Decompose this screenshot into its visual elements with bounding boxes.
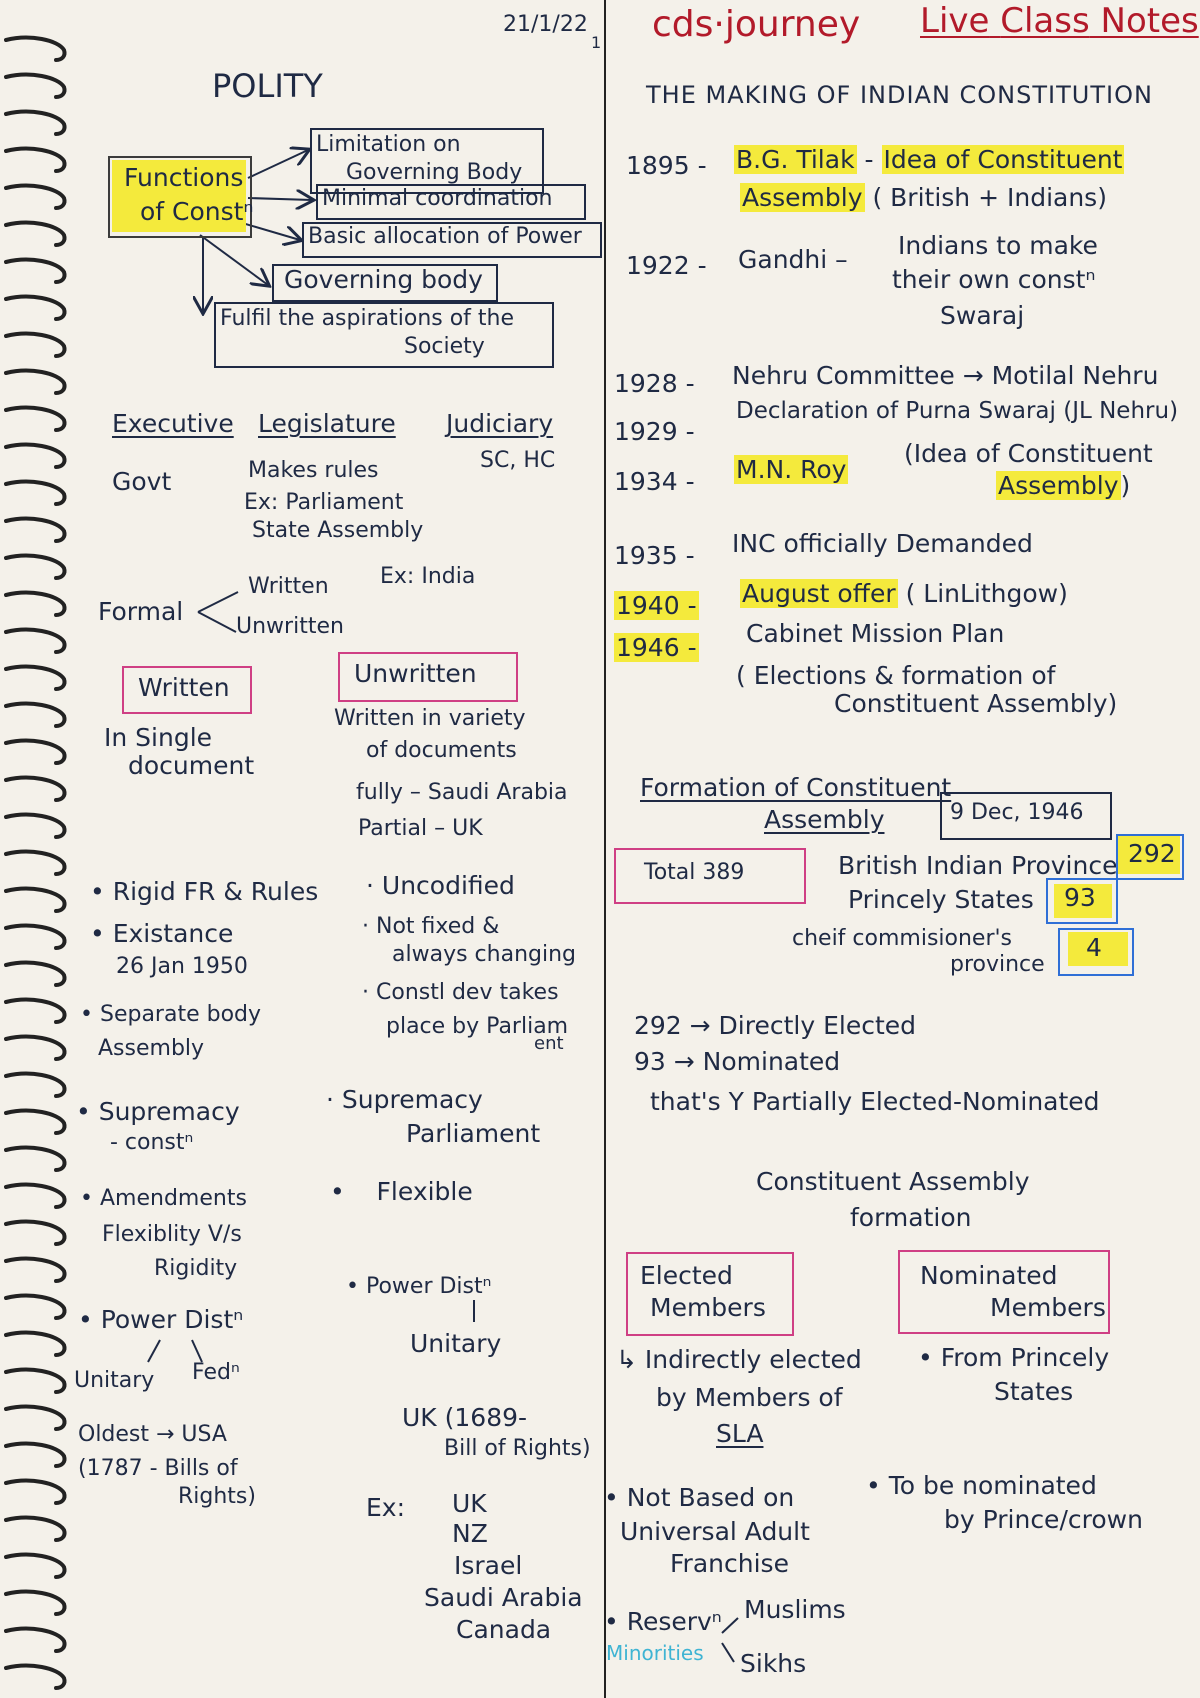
elected-note-5: Universal Adult: [620, 1517, 810, 1546]
inc-demanded: INC officially Demanded: [732, 529, 1033, 558]
function-item-3: Basic allocation of Power: [308, 224, 582, 249]
nominated-note-4: by Prince/crown: [944, 1505, 1143, 1534]
august-offer: August offer ( LinLithgow): [742, 579, 1068, 608]
formal-written: Written: [248, 574, 329, 599]
formal-unwritten: Unwritten: [236, 614, 344, 639]
spiral-loop: [6, 1444, 65, 1466]
spiral-loop: [6, 1518, 65, 1540]
function-item-4: Governing body: [284, 265, 483, 294]
legislature-note-2: Ex: Parliament: [244, 490, 404, 515]
spiral-loop: [6, 556, 65, 578]
ccp-label-1: cheif commisioner's: [792, 926, 1013, 951]
reservation-minorities: Minorities: [606, 1641, 704, 1665]
unwritten-bullet-4b: Parliament: [406, 1119, 541, 1148]
mn-roy: M.N. Roy: [736, 455, 847, 484]
making-title: THE MAKING OF INDIAN CONSTITUTION: [646, 81, 1153, 109]
written-bullet-2b: 26 Jan 1950: [116, 954, 248, 979]
mn-roy-idea: (Idea of Constituent: [904, 439, 1153, 468]
mn-roy-assembly: Assembly): [998, 471, 1131, 500]
spiral-binding: [0, 0, 70, 1698]
formal-example: Ex: India: [380, 564, 476, 589]
formation-line-3: that's Y Partially Elected-Nominated: [650, 1087, 1100, 1116]
unwritten-desc-2: of documents: [366, 738, 517, 763]
page-number: 1: [591, 33, 602, 52]
formation-line-1: 292 → Directly Elected: [634, 1011, 917, 1040]
spiral-loop: [6, 112, 65, 134]
tilak-assembly: Assembly ( British + Indians): [742, 183, 1107, 212]
spiral-loop: [6, 445, 65, 467]
unwritten-bullet-4a: · Supremacy: [326, 1085, 483, 1114]
spiral-loop: [6, 1185, 65, 1207]
unwritten-bullet-3b: place by Parliam: [386, 1014, 569, 1039]
spiral-loop: [6, 297, 65, 319]
unwritten-bullet-1: · Uncodified: [366, 871, 515, 900]
functions-label-2: of Constⁿ: [140, 197, 254, 226]
spiral-loop: [6, 1407, 65, 1429]
spiral-loop: [6, 1148, 65, 1170]
spiral-loop: [6, 519, 65, 541]
formation-date: 9 Dec, 1946: [950, 800, 1084, 825]
ps-count: 93: [1064, 883, 1096, 912]
spiral-loop: [6, 926, 65, 948]
spiral-loop: [6, 1333, 65, 1355]
functions-label-1: Functions: [124, 163, 244, 192]
written-bullet-4a: • Supremacy: [76, 1097, 240, 1126]
unwritten-bullet-7a: UK (1689-: [402, 1403, 528, 1432]
legislature-note-1: Makes rules: [248, 458, 379, 483]
unwritten-bullet-6a: • Power Distⁿ: [346, 1274, 492, 1299]
year-1895: 1895 -: [626, 151, 707, 180]
nominated-note-3: • To be nominated: [866, 1471, 1097, 1500]
formation-heading-1: Formation of Constituent: [640, 773, 952, 802]
unwritten-desc-1: Written in variety: [334, 706, 526, 731]
spiral-loop: [6, 260, 65, 282]
written-bullet-3b: Assembly: [98, 1036, 205, 1061]
nominated-label-2: Members: [990, 1293, 1106, 1322]
bip-count: 292: [1128, 839, 1176, 868]
elected-note-4: • Not Based on: [604, 1483, 795, 1512]
written-bullet-7a: Oldest → USA: [78, 1422, 227, 1447]
bip-label: British Indian Province: [838, 851, 1118, 880]
gandhi: Gandhi –: [738, 245, 848, 274]
spiral-loop: [6, 704, 65, 726]
spiral-loop: [6, 1666, 65, 1688]
written-bullet-5c: Rigidity: [154, 1256, 238, 1281]
spiral-loop: [6, 482, 65, 504]
year-1934: 1934 -: [614, 467, 695, 496]
ccp-label-2: province: [950, 952, 1045, 977]
spiral-loop: [6, 1259, 65, 1281]
unwritten-desc-3: fully – Saudi Arabia: [356, 780, 568, 805]
judiciary-heading: Judiciary: [446, 409, 554, 438]
unwritten-bullet-5: • Flexible: [330, 1177, 473, 1206]
function-item-1b: Governing Body: [346, 160, 523, 185]
formal-label: Formal: [98, 597, 184, 626]
unwritten-example-4: Saudi Arabia: [424, 1583, 583, 1612]
polity-title: POLITY: [212, 67, 323, 105]
spiral-loop: [6, 223, 65, 245]
spiral-loop: [6, 334, 65, 356]
reservation-sikhs: Sikhs: [740, 1649, 807, 1678]
unwritten-bullet-3a: · Constl dev takes: [362, 980, 559, 1005]
elected-note-3: SLA: [716, 1419, 764, 1448]
spiral-loop: [6, 1555, 65, 1577]
formation-line-2: 93 → Nominated: [634, 1047, 841, 1076]
spiral-loop: [6, 408, 65, 430]
spiral-loop: [6, 1481, 65, 1503]
judiciary-note: SC, HC: [480, 448, 556, 473]
spiral-loop: [6, 1037, 65, 1059]
spiral-loop: [6, 1074, 65, 1096]
spiral-loop: [6, 1111, 65, 1133]
year-1928: 1928 -: [614, 369, 695, 398]
purna-swaraj: Declaration of Purna Swaraj (JL Nehru): [736, 398, 1179, 424]
gandhi-note-1: Indians to make: [898, 231, 1098, 260]
nominated-label-1: Nominated: [920, 1261, 1058, 1290]
unwritten-desc-4: Partial – UK: [358, 816, 483, 841]
elected-note-6: Franchise: [670, 1549, 789, 1578]
ccp-count: 4: [1086, 933, 1102, 962]
unwritten-heading: Unwritten: [354, 659, 477, 688]
written-bullet-4b: - constⁿ: [110, 1130, 194, 1155]
unwritten-example-3: Israel: [454, 1551, 523, 1580]
formation-total: Total 389: [644, 860, 745, 885]
unwritten-bullet-2b: always changing: [392, 942, 576, 967]
spiral-loop: [6, 149, 65, 171]
executive-heading: Executive: [112, 409, 234, 438]
written-bullet-1: • Rigid FR & Rules: [90, 877, 319, 906]
spiral-loop: [6, 1629, 65, 1651]
spiral-loop: [6, 1296, 65, 1318]
spiral-loop: [6, 1222, 65, 1244]
year-1922: 1922 -: [626, 251, 707, 280]
written-bullet-7b: (1787 - Bills of: [78, 1456, 238, 1481]
year-1929: 1929 -: [614, 417, 695, 446]
spiral-loop: [6, 371, 65, 393]
function-item-5a: Fulfil the aspirations of the: [220, 306, 515, 331]
elected-label-2: Members: [650, 1293, 766, 1322]
formation-heading-2: Assembly: [764, 805, 885, 834]
reservation-label: • Reservⁿ: [604, 1607, 722, 1636]
unwritten-bullet-2a: · Not fixed &: [362, 914, 500, 939]
cabinet-mission: Cabinet Mission Plan: [746, 619, 1005, 648]
unwritten-example-2: NZ: [452, 1519, 488, 1548]
spiral-loop: [6, 852, 65, 874]
function-item-2: Minimal coordination: [322, 186, 553, 211]
elected-note-2: by Members of: [656, 1383, 843, 1412]
year-1940: 1940 -: [616, 591, 697, 620]
elected-note-1: ↳ Indirectly elected: [616, 1345, 862, 1374]
written-heading: Written: [138, 673, 230, 702]
cabinet-note-1: ( Elections & formation of: [736, 661, 1056, 690]
spiral-loop: [6, 75, 65, 97]
nehru-committee: Nehru Committee → Motilal Nehru: [732, 361, 1159, 390]
nominated-note-2: States: [994, 1377, 1074, 1406]
page-date: 21/1/22: [503, 12, 588, 37]
brand-cds-journey: cds·journey: [652, 4, 861, 45]
spiral-loop: [6, 889, 65, 911]
gandhi-note-2: their own constⁿ: [892, 265, 1096, 294]
elected-label-1: Elected: [640, 1261, 733, 1290]
unwritten-ex-label: Ex:: [366, 1493, 406, 1522]
spiral-loop: [6, 186, 65, 208]
ps-label: Princely States: [848, 885, 1034, 914]
unwritten-example-1: UK: [452, 1489, 487, 1518]
nominated-note-1: • From Princely: [918, 1343, 1110, 1372]
unwritten-example-5: Canada: [456, 1615, 552, 1644]
written-bullet-3a: • Separate body: [80, 1002, 262, 1027]
brand-live-class-notes: Live Class Notes: [920, 1, 1199, 41]
spiral-loop: [6, 1592, 65, 1614]
written-bullet-2a: • Existance: [90, 919, 234, 948]
spiral-loop: [6, 593, 65, 615]
spiral-loop: [6, 815, 65, 837]
function-item-1a: Limitation on: [316, 132, 461, 157]
written-bullet-6a: • Power Distⁿ: [78, 1305, 244, 1334]
written-bullet-7c: Rights): [178, 1484, 256, 1509]
unwritten-bullet-3c: ent: [534, 1033, 564, 1054]
year-1935: 1935 -: [614, 541, 695, 570]
written-desc-1: In Single: [104, 723, 213, 752]
written-desc-2: document: [128, 751, 255, 780]
spiral-loop: [6, 1370, 65, 1392]
gandhi-note-3: Swaraj: [940, 301, 1025, 330]
legislature-note-3: State Assembly: [252, 518, 424, 543]
written-bullet-6c: Fedⁿ: [192, 1360, 240, 1385]
unwritten-bullet-6b: Unitary: [410, 1329, 502, 1358]
legislature-heading: Legislature: [258, 409, 396, 438]
ca-formation-heading-2: formation: [850, 1203, 972, 1232]
spiral-loop: [6, 667, 65, 689]
written-bullet-5a: • Amendments: [80, 1186, 247, 1211]
cabinet-note-2: Constituent Assembly): [834, 689, 1118, 718]
spiral-loop: [6, 778, 65, 800]
spiral-loop: [6, 630, 65, 652]
written-bullet-6b: Unitary: [74, 1368, 155, 1393]
spiral-loop: [6, 38, 65, 60]
spiral-loop: [6, 963, 65, 985]
ca-formation-heading-1: Constituent Assembly: [756, 1167, 1030, 1196]
executive-note: Govt: [112, 467, 172, 496]
reservation-muslims: Muslims: [744, 1595, 846, 1624]
unwritten-bullet-7b: Bill of Rights): [444, 1436, 591, 1461]
tilak: B.G. Tilak - Idea of Constituent: [736, 145, 1123, 174]
spiral-loop: [6, 741, 65, 763]
spiral-loop: [6, 1000, 65, 1022]
year-1946: 1946 -: [616, 633, 697, 662]
function-item-5b: Society: [404, 334, 485, 359]
written-bullet-5b: Flexiblity V/s: [102, 1222, 242, 1247]
page-divider: [604, 0, 606, 1698]
